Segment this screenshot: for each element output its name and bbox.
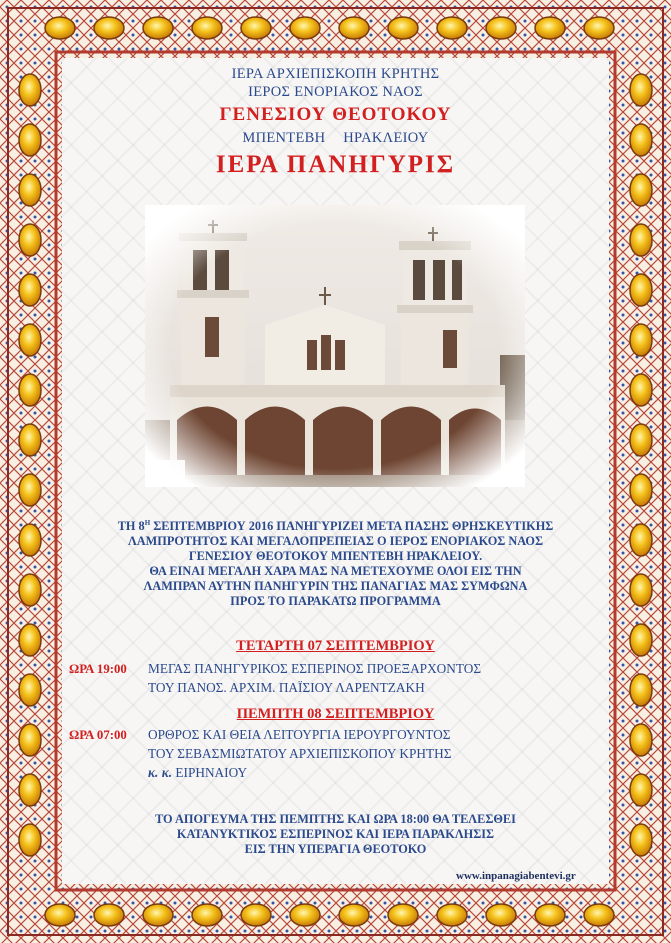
intro-line-3: ΓΕΝΕΣΙΟΥ ΘΕΟΤΟΚΟΥ ΜΠΕΝΤΕΒΗ ΗΡΑΚΛΕΙΟΥ.: [188, 549, 483, 564]
day-1-event-line-1: ΜΕΓΑΣ ΠΑΝΗΓΥΡΙΚΟΣ ΕΣΠΕΡΙΝΟΣ ΠΡΟΕΞΑΡΧΟΝΤΟΣ: [148, 661, 482, 676]
header-line-2: ΙΕΡΟΣ ΕΝΟΡΙΑΚΟΣ ΝΑΟΣ: [248, 84, 423, 100]
church-photo: [145, 205, 525, 487]
gold-egg-icon: [630, 224, 652, 256]
intro-line-6: ΠΡΟΣ ΤΟ ΠΑΡΑΚΑΤΩ ΠΡΟΓΡΑΜΜΑ: [230, 594, 441, 609]
intro-line-5: ΛΑΜΠΡΑΝ ΑΥΤΗΝ ΠΑΝΗΓΥΡΙΝ ΤΗΣ ΠΑΝΑΓΙΑΣ ΜΑΣ ΣΥΜΦΩΝΑ: [143, 579, 528, 594]
intro-line-2: ΛΑΜΠΡΟΤΗΤΟΣ ΚΑΙ ΜΕΓΑΛΟΠΡΕΠΕΙΑΣ Ο ΙΕΡΟΣ ΕΝΟΡΙΑΚΟΣ ΝΑΟΣ: [127, 534, 544, 549]
gold-egg-icon: [192, 17, 222, 39]
gold-egg-icon: [19, 224, 41, 256]
gold-egg-icon: [630, 724, 652, 756]
gold-egg-icon: [339, 904, 369, 926]
gold-egg-icon: [630, 374, 652, 406]
day-1-heading: ΤΕΤΑΡΤΗ 07 ΣΕΠΤΕΜΒΡΙΟΥ: [236, 638, 435, 654]
gold-egg-icon: [388, 904, 418, 926]
gold-egg-icon: [45, 17, 75, 39]
gold-egg-icon: [192, 904, 222, 926]
gold-egg-icon: [45, 904, 75, 926]
gold-egg-icon: [630, 424, 652, 456]
gold-egg-icon: [290, 904, 320, 926]
gold-egg-icon: [486, 904, 516, 926]
header-line-1: ΙΕΡΑ ΑΡΧΙΕΠΙΣΚΟΠΗ ΚΡΗΤΗΣ: [231, 66, 440, 82]
gold-egg-icon: [630, 474, 652, 506]
gold-egg-icon: [94, 17, 124, 39]
day-1-time: ΩΡΑ 19:00: [69, 662, 127, 676]
gold-egg-icon: [19, 674, 41, 706]
gold-egg-icon: [535, 17, 565, 39]
gold-egg-icon: [584, 17, 614, 39]
location: ΜΠΕΝΤΕΒΗ ΗΡΑΚΛΕΙΟΥ: [242, 130, 429, 146]
gold-egg-icon: [241, 17, 271, 39]
gold-egg-icon: [143, 17, 173, 39]
day-2-event-line-3: κ. κ. ΕΙΡΗΝΑΙΟΥ: [148, 765, 248, 780]
gold-egg-icon: [241, 904, 271, 926]
day-2-heading: ΠΕΜΠΤΗ 08 ΣΕΠΤΕΜΒΡΙΟΥ: [236, 706, 435, 722]
gold-egg-icon: [19, 274, 41, 306]
gold-egg-icon: [486, 17, 516, 39]
day-2-time: ΩΡΑ 07:00: [69, 728, 127, 742]
gold-egg-icon: [19, 774, 41, 806]
gold-egg-icon: [19, 324, 41, 356]
intro-paragraph: [0, 516, 671, 609]
closing-line-2: ΚΑΤΑΝΥΚΤΙΚΟΣ ΕΣΠΕΡΙΝΟΣ ΚΑΙ ΙΕΡΑ ΠΑΡΑΚΛΗΣΙΣ: [176, 827, 495, 841]
closing-line-1: ΤΟ ΑΠΟΓΕΥΜΑ ΤΗΣ ΠΕΜΠΤΗΣ ΚΑΙ ΩΡΑ 18:00 ΘΑ ΤΕΛΕΣΘΕΙ: [155, 812, 516, 826]
gold-egg-icon: [630, 774, 652, 806]
gold-egg-icon: [535, 904, 565, 926]
day-1-event-line-2: ΤΟΥ ΠΑΝΟΣ. ΑΡΧΙΜ. ΠΑΪΣΙΟΥ ΛΑΡΕΝΤΖΑΚΗ: [148, 680, 425, 695]
gold-egg-icon: [630, 674, 652, 706]
gold-egg-icon: [143, 904, 173, 926]
gold-egg-icon: [437, 17, 467, 39]
gold-egg-icon: [584, 904, 614, 926]
closing-line-3: ΕΙΣ ΤΗΝ ΥΠΕΡΑΓΙΑ ΘΕΟΤΟΚΟ: [244, 842, 427, 856]
festival-title: ΙΕΡΑ ΠΑΝΗΓΥΡΙΣ: [215, 151, 456, 178]
gold-egg-icon: [94, 904, 124, 926]
day-2-event-line-2: ΤΟΥ ΣΕΒΑΣΜΙΩΤΑΤΟΥ ΑΡΧΙΕΠΙΣΚΟΠΟΥ ΚΡΗΤΗΣ: [148, 746, 452, 761]
gold-egg-icon: [19, 724, 41, 756]
gold-egg-icon: [630, 324, 652, 356]
intro-line-1: ΤΗ $8^H$ ΣΕΠΤΕΜΒΡΙΟΥ 2016 ΠΑΝΗΓΥΡΙΖΕΙ ΜΕΤΑ ΠΑΣΗΣ ΘΡΗΣΚΕΥΤΙΚΗΣ: [117, 519, 554, 534]
website-link[interactable]: www.inpanagiabentevi.gr: [456, 870, 576, 882]
gold-egg-icon: [19, 424, 41, 456]
gold-egg-icon: [290, 17, 320, 39]
gold-egg-icon: [388, 17, 418, 39]
gold-egg-icon: [19, 474, 41, 506]
gold-egg-icon: [630, 274, 652, 306]
intro-line-4: ΘΑ ΕΙΝΑΙ ΜΕΓΑΛΗ ΧΑΡΑ ΜΑΣ ΝΑ ΜΕΤΕΧΟΥΜΕ ΟΛΟΙ ΕΙΣ ΤΗΝ: [149, 564, 522, 579]
church-name: ΓΕΝΕΣΙΟΥ ΘΕΟΤΟΚΟΥ: [219, 104, 452, 125]
gold-egg-icon: [339, 17, 369, 39]
gold-egg-icon: [437, 904, 467, 926]
gold-egg-icon: [19, 374, 41, 406]
closing-paragraph: [0, 812, 671, 857]
day-2-event-line-1: ΟΡΘΡΟΣ ΚΑΙ ΘΕΙΑ ΛΕΙΤΟΥΡΓΙΑ ΙΕΡΟΥΡΓΟΥΝΤΟΣ: [148, 727, 451, 742]
